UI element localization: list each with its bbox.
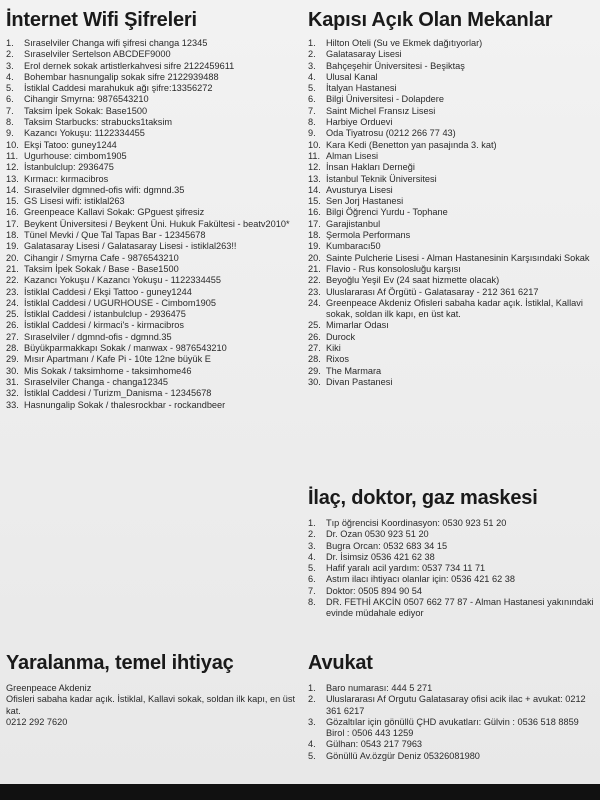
wifi-item [6, 106, 296, 117]
list-item-text: Taksim İpek Sokak: Base1500 [24, 105, 148, 116]
list-item-text: Astım ilacı ihtiyacı olanlar için: 0536 421 62 38 [326, 574, 515, 585]
list-number: 25. [308, 320, 321, 331]
place-item [308, 162, 594, 173]
list-item-text: Galatasaray Lisesi / Galatasaray Lisesi - istiklal263!! [24, 241, 237, 252]
list-number: 11. [6, 150, 19, 161]
list-number: 5. [6, 83, 14, 94]
wifi-item [6, 377, 296, 388]
list-item-text: Hafif yaralı acil yardım: 0537 734 11 71 [326, 563, 486, 574]
list-item-text: Erol dernek sokak artistlerkahvesi sifre 2122459611 [24, 60, 235, 71]
list-item-text: İstanbul Teknik Üniversitesi [326, 173, 437, 184]
wifi-item [6, 38, 296, 49]
wifi-item [6, 151, 296, 162]
wifi-item [6, 332, 296, 343]
list-number: 9. [308, 128, 316, 139]
place-item [308, 241, 594, 252]
list-item-text: Sainte Pulcherie Lisesi - Alman Hastanesinin Karşısındaki Sokak [326, 252, 590, 263]
list-number: 13. [6, 173, 19, 184]
list-item-text: Büyükparmakkapı Sokak / manwax - 9876543210 [24, 343, 227, 354]
list-item-text: Rixos [326, 354, 349, 365]
list-item-text: Taksim Starbucks: strabucks1taksim [24, 117, 173, 128]
list-number: 7. [6, 105, 14, 116]
place-item [308, 287, 594, 298]
place-item [308, 253, 594, 264]
wifi-item [6, 343, 296, 354]
wifi-item [6, 196, 296, 207]
lawyer-item [308, 739, 594, 750]
lawyer-item [308, 694, 594, 717]
list-number: 5. [308, 83, 316, 94]
injury-org: Greenpeace Akdeniz [6, 683, 92, 693]
list-item-text: Divan Pastanesi [326, 376, 393, 387]
place-item [308, 94, 594, 105]
place-item [308, 117, 594, 128]
list-item-text: Mis Sokak / taksimhome - taksimhome46 [24, 365, 192, 376]
list-number: 22. [6, 275, 19, 286]
wifi-item [6, 287, 296, 298]
wifi-item [6, 400, 296, 411]
list-item-text: İtalyan Hastanesi [326, 83, 397, 94]
list-item-text: Durock [326, 331, 356, 342]
place-item [308, 185, 594, 196]
list-item-text: Kumbaracı50 [326, 241, 381, 252]
wifi-list [6, 38, 296, 411]
list-item-text: Kırmacı: kırmacibros [24, 173, 109, 184]
list-number: 17. [308, 218, 321, 229]
list-number: 16. [308, 207, 321, 218]
wifi-item [6, 298, 296, 309]
list-number: 16. [6, 207, 19, 218]
list-number: 7. [308, 105, 316, 116]
list-number: 21. [308, 263, 321, 274]
place-item [308, 320, 594, 331]
place-item [308, 106, 594, 117]
wifi-section [6, 8, 296, 411]
place-item [308, 377, 594, 388]
list-item-text: Bahçeşehir Üniversitesi - Beşiktaş [326, 60, 465, 71]
list-item-text: Sıraselviler dgmned-ofis wifi: dgmnd.35 [24, 184, 185, 195]
wifi-item [6, 72, 296, 83]
list-item-text: Saint Michel Fransız Lisesi [326, 105, 436, 116]
list-number: 23. [6, 286, 19, 297]
wifi-item [6, 117, 296, 128]
wifi-item [6, 320, 296, 331]
list-number: 29. [308, 365, 321, 376]
injury-section [6, 651, 298, 728]
list-number: 2. [308, 529, 316, 540]
list-item-text: Beykent Üniversitesi / Beykent Üni. Hukuk Fakültesi - beatv2010* [24, 218, 290, 229]
medical-item [308, 529, 594, 540]
places-list [308, 38, 594, 388]
wifi-item [6, 366, 296, 377]
list-number: 4. [308, 739, 316, 750]
list-item-text: Garajistanbul [326, 218, 381, 229]
list-number: 3. [6, 60, 14, 71]
wifi-item [6, 49, 296, 60]
list-number: 20. [308, 252, 321, 263]
list-number: 30. [6, 365, 19, 376]
list-item-text: Greenpeace Kallavi Sokak: GPguest şifresiz [24, 207, 205, 218]
wifi-item [6, 174, 296, 185]
list-item-text: Baro numarası: 444 5 271 [326, 683, 433, 693]
list-number: 1. [308, 518, 316, 528]
list-number: 3. [308, 716, 316, 727]
lawyer-section [308, 651, 594, 762]
wifi-item [6, 309, 296, 320]
list-item-text: İstiklal Caddesi / kirmaci's - kirmacibros [24, 320, 185, 331]
list-number: 15. [6, 196, 19, 207]
wifi-item [6, 185, 296, 196]
list-number: 30. [308, 376, 321, 387]
list-item-text: Ekşi Tatoo: guney1244 [24, 139, 117, 150]
list-number: 19. [308, 241, 321, 252]
list-item-text: Avusturya Lisesi [326, 184, 393, 195]
list-item-text: Gönüllü Av.özgür Deniz 05326081980 [326, 750, 480, 761]
list-number: 6. [6, 94, 14, 105]
lawyer-item [308, 717, 594, 740]
wifi-item [6, 128, 296, 139]
medical-item [308, 541, 594, 552]
wifi-item [6, 388, 296, 399]
place-item [308, 128, 594, 139]
list-item-text: Mısır Apartmanı / Kafe Pi - 10te 12ne büyük E [24, 354, 211, 365]
list-item-text: Kazancı Yokuşu / Kazancı Yokuşu - 1122334455 [24, 275, 222, 286]
list-item-text: İstiklal Caddesi / istanbulclup - 2936475 [24, 309, 186, 320]
place-item [308, 275, 594, 286]
medical-item [308, 597, 594, 620]
list-item-text: İstiklal Caddesi / Turizm_Danisma - 12345678 [24, 388, 212, 399]
list-number: 9. [6, 128, 14, 139]
list-number: 23. [308, 286, 321, 297]
list-item-text: Sen Jorj Hastanesi [326, 196, 404, 207]
list-number: 17. [6, 218, 19, 229]
list-number: 2. [6, 49, 14, 60]
lawyer-list [308, 683, 594, 762]
list-item-text: Dr. İsimsiz 0536 421 62 38 [326, 551, 435, 562]
list-item-text: Sıraselviler Changa wifi şifresi changa 12345 [24, 38, 208, 48]
list-item-text: Ulusal Kanal [326, 71, 378, 82]
list-number: 14. [308, 184, 321, 195]
wifi-item [6, 140, 296, 151]
list-number: 26. [308, 331, 321, 342]
list-number: 10. [308, 139, 321, 150]
list-number: 27. [308, 343, 321, 354]
injury-address: Ofisleri sabaha kadar açık. İstiklal, Kallavi sokak, soldan ilk kapı, en üst kat. [6, 694, 296, 716]
list-item-text: Galatasaray Lisesi [326, 49, 402, 60]
list-item-text: Uluslararası Af Orgutu Galatasaray ofisi acik ilac + avukat: 0212 361 6217 [326, 694, 586, 716]
list-number: 15. [308, 196, 321, 207]
bottom-bar [0, 784, 600, 800]
list-number: 3. [308, 60, 316, 71]
list-item-text: Gülhan: 0543 217 7963 [326, 739, 423, 750]
list-number: 1. [308, 38, 316, 48]
list-item-text: İnsan Hakları Derneği [326, 162, 415, 173]
list-number: 8. [308, 597, 316, 608]
place-item [308, 196, 594, 207]
list-number: 28. [308, 354, 321, 365]
list-item-text: Kiki [326, 343, 341, 354]
list-item-text: GS Lisesi wifi: istiklal263 [24, 196, 125, 207]
medical-item [308, 586, 594, 597]
place-item [308, 72, 594, 83]
list-item-text: Bugra Orcan: 0532 683 34 15 [326, 540, 448, 551]
list-number: 29. [6, 354, 19, 365]
list-number: 24. [6, 297, 19, 308]
list-item-text: Tıp öğrencisi Koordinasyon: 0530 923 51 20 [326, 518, 507, 528]
wifi-item [6, 61, 296, 72]
list-item-text: İstiklal Caddesi / Ekşi Tattoo - guney1244 [24, 286, 192, 297]
list-item-text: The Marmara [326, 365, 382, 376]
list-item-text: Taksim İpek Sokak / Base - Base1500 [24, 263, 179, 274]
place-item [308, 366, 594, 377]
list-number: 3. [308, 540, 316, 551]
list-item-text: İstiklal Caddesi / UGURHOUSE - Cimbom1905 [24, 297, 216, 308]
wifi-item [6, 207, 296, 218]
list-number: 1. [6, 38, 14, 48]
list-number: 4. [6, 71, 14, 82]
list-item-text: Hilton Oteli (Su ve Ekmek dağıtıyorlar) [326, 38, 483, 48]
place-item [308, 140, 594, 151]
medical-item [308, 518, 594, 529]
list-number: 18. [6, 230, 19, 241]
list-number: 12. [308, 162, 321, 173]
list-number: 8. [308, 117, 316, 128]
list-item-text: Gözaltılar için gönüllü ÇHD avukatları: Gülvin : 0536 518 8859 Birol : 0506 443 1259 [326, 716, 579, 739]
list-number: 12. [6, 162, 19, 173]
list-number: 26. [6, 320, 19, 331]
lawyer-item [308, 683, 594, 694]
place-item [308, 61, 594, 72]
places-section [308, 8, 594, 388]
wifi-item [6, 241, 296, 252]
list-number: 1. [308, 683, 316, 693]
wifi-item [6, 354, 296, 365]
wifi-item [6, 264, 296, 275]
list-number: 21. [6, 263, 19, 274]
list-number: 24. [308, 297, 321, 308]
place-item [308, 151, 594, 162]
list-item-text: Oda Tiyatrosu (0212 266 77 43) [326, 128, 456, 139]
list-item-text: Dr. Ozan 0530 923 51 20 [326, 529, 429, 540]
list-item-text: DR. FETHİ AKCİN 0507 662 77 87 - Alman Hastanesi yakınındaki evinde müdahale ediyor [326, 597, 594, 619]
list-item-text: Cihangir Smyrna: 9876543210 [24, 94, 149, 105]
list-item-text: Şermola Performans [326, 230, 411, 241]
list-item-text: Harbiye Orduevi [326, 117, 393, 128]
lawyer-title: Avukat [308, 652, 373, 674]
list-item-text: Greenpeace Akdeniz Ofisleri sabaha kadar açık. İstiklal, Kallavi sokak, soldan ilk kapı, en üst kat. [326, 297, 583, 320]
list-number: 10. [6, 139, 19, 150]
list-number: 2. [308, 49, 316, 60]
injury-text [6, 683, 298, 728]
list-item-text: Sıraselviler / dgmnd-ofis - dgmnd.35 [24, 331, 172, 342]
place-item [308, 49, 594, 60]
list-item-text: Uluslararası Af Örgütü - Galatasaray - 212 361 6217 [326, 286, 539, 297]
lawyer-item [308, 751, 594, 762]
wifi-title: İnternet Wifi Şifreleri [6, 9, 197, 31]
place-item [308, 174, 594, 185]
list-number: 5. [308, 750, 316, 761]
place-item [308, 354, 594, 365]
list-number: 19. [6, 241, 19, 252]
place-item [308, 38, 594, 49]
places-title: Kapısı Açık Olan Mekanlar [308, 9, 553, 31]
list-number: 2. [308, 694, 316, 705]
wifi-item [6, 253, 296, 264]
list-item-text: Sıraselviler Changa - changa12345 [24, 376, 169, 387]
list-number: 22. [308, 275, 321, 286]
list-number: 5. [308, 563, 316, 574]
list-item-text: Bilgi Öğrenci Yurdu - Tophane [326, 207, 448, 218]
list-item-text: Bilgi Üniversitesi - Dolapdere [326, 94, 444, 105]
place-item [308, 343, 594, 354]
list-number: 8. [6, 117, 14, 128]
injury-phone: 0212 292 7620 [6, 716, 68, 727]
list-number: 13. [308, 173, 321, 184]
wifi-item [6, 230, 296, 241]
list-item-text: Hasnungalip Sokak / thalesrockbar - rockandbeer [24, 399, 226, 410]
place-item [308, 219, 594, 230]
list-item-text: Mimarlar Odası [326, 320, 389, 331]
list-item-text: Doktor: 0505 894 90 54 [326, 585, 423, 596]
list-number: 32. [6, 388, 19, 399]
wifi-item [6, 83, 296, 94]
list-item-text: Alman Lisesi [326, 150, 379, 161]
list-number: 27. [6, 331, 19, 342]
wifi-item [6, 94, 296, 105]
place-item [308, 332, 594, 343]
place-item [308, 264, 594, 275]
medical-item [308, 563, 594, 574]
place-item [308, 230, 594, 241]
list-item-text: Cihangir / Smyrna Cafe - 9876543210 [24, 252, 179, 263]
list-item-text: Beyoğlu Yeşil Ev (24 saat hizmette olacak) [326, 275, 500, 286]
list-number: 6. [308, 94, 316, 105]
list-item-text: Ugurhouse: cimbom1905 [24, 150, 127, 161]
medical-title: İlaç, doktor, gaz maskesi [308, 487, 538, 509]
place-item [308, 207, 594, 218]
place-item [308, 83, 594, 94]
list-number: 6. [308, 574, 316, 585]
wifi-item [6, 275, 296, 286]
medical-section [308, 486, 594, 620]
medical-item [308, 552, 594, 563]
list-item-text: Tünel Mevki / Que Tal Tapas Bar - 12345678 [24, 230, 206, 241]
wifi-item [6, 219, 296, 230]
list-number: 33. [6, 399, 19, 410]
list-item-text: Kazancı Yokuşu: 1122334455 [24, 128, 145, 139]
list-number: 20. [6, 252, 19, 263]
list-item-text: İstanbulclup: 2936475 [24, 162, 114, 173]
injury-title: Yaralanma, temel ihtiyaç [6, 652, 234, 674]
medical-list [308, 518, 594, 620]
list-number: 14. [6, 184, 19, 195]
list-number: 4. [308, 71, 316, 82]
list-item-text: Kara Kedi (Benetton yan pasajında 3. kat) [326, 139, 497, 150]
list-number: 31. [6, 376, 19, 387]
list-number: 7. [308, 585, 316, 596]
wifi-item [6, 162, 296, 173]
list-number: 18. [308, 230, 321, 241]
place-item [308, 298, 594, 321]
list-item-text: Flavio - Rus konsolosluğu karşısı [326, 263, 461, 274]
list-item-text: Sıraselviler Sertelson ABCDEF9000 [24, 49, 171, 60]
list-number: 28. [6, 343, 19, 354]
list-number: 4. [308, 551, 316, 562]
list-number: 11. [308, 150, 321, 161]
list-item-text: Bohembar hasnungalip sokak sifre 2122939488 [24, 71, 219, 82]
medical-item [308, 574, 594, 585]
list-number: 25. [6, 309, 19, 320]
list-item-text: İstiklal Caddesi marahukuk ağı şifre:13356272 [24, 83, 213, 94]
